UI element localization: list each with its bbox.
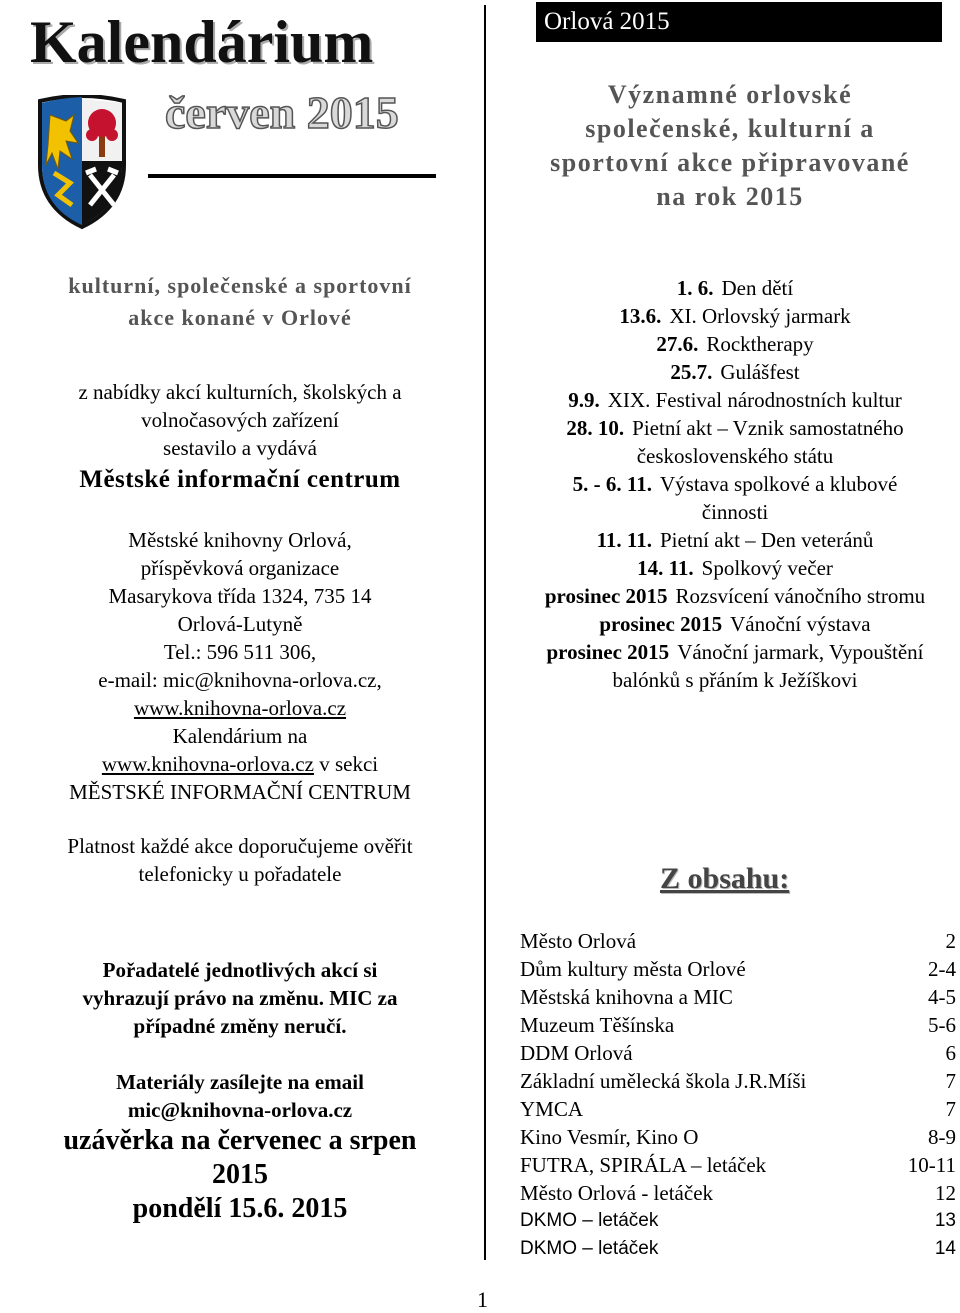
event-date: prosinec 2015 (599, 612, 723, 636)
toc-label: DKMO – letáček (520, 1238, 659, 1259)
uzaverka-line: 2015 (212, 1159, 268, 1190)
materialy-line: mic@knihovna-orlova.cz (127, 1098, 353, 1122)
event-name: XI. Orlovský jarmark (669, 304, 851, 328)
platnost-line: telefonicky u pořadatele (138, 862, 342, 886)
toc-row[interactable] (520, 1067, 956, 1095)
mic-name: Městské informační centrum (79, 466, 401, 493)
materialy-note (20, 1068, 460, 1124)
toc-page: 2 (945, 929, 956, 953)
toc-row[interactable] (520, 1207, 956, 1235)
toc-page: 13 (934, 1210, 956, 1231)
event-name: balónků s přáním k Ježíškovi (612, 668, 858, 692)
intro-line: volnočasových zařízení (141, 408, 339, 432)
toc-page: 7 (945, 1069, 956, 1093)
toc-label: YMCA (520, 1097, 584, 1121)
title-rule (148, 174, 436, 178)
event-row (500, 554, 960, 582)
address-block (20, 526, 460, 806)
address-line: Tel.: 596 511 306, (163, 640, 317, 664)
event-name: Gulášfest (720, 360, 800, 384)
toc-row[interactable] (520, 1011, 956, 1039)
right-heading-line: na rok 2015 (656, 182, 804, 211)
toc-page: 5-6 (928, 1013, 956, 1037)
event-name: Vánoční výstava (730, 612, 871, 636)
website-link[interactable]: www.knihovna-orlova.cz (133, 696, 347, 720)
event-date: prosinec 2015 (546, 640, 670, 664)
event-date: 28. 10. (566, 416, 625, 440)
toc-label: Dům kultury města Orlové (520, 957, 746, 981)
toc-page: 7 (945, 1097, 956, 1121)
event-date: 13.6. (619, 304, 662, 328)
toc-page: 2-4 (928, 957, 956, 981)
toc-label: Městská knihovna a MIC (520, 985, 733, 1009)
event-name: Rocktherapy (706, 332, 814, 356)
event-row (500, 442, 960, 470)
event-name: československého státu (636, 444, 834, 468)
event-row (500, 498, 960, 526)
toc-label: FUTRA, SPIRÁLA – letáček (520, 1153, 767, 1177)
toc-row[interactable] (520, 955, 956, 983)
uzaverka-line: pondělí 15.6. 2015 (132, 1193, 348, 1224)
address-line: e-mail: mic@knihovna-orlova.cz, (98, 668, 382, 692)
event-row (500, 386, 960, 414)
right-heading-line: společenské, kulturní a (585, 114, 875, 143)
event-date: 1. 6. (676, 276, 714, 300)
event-row (500, 470, 960, 498)
toc-row[interactable] (520, 1151, 956, 1179)
toc-row[interactable] (520, 1039, 956, 1067)
left-heading-line: akce konané v Orlové (128, 305, 352, 330)
page-number: 1 (477, 1287, 488, 1312)
intro-line: sestavilo a vydává (163, 436, 317, 460)
toc-page: 10-11 (907, 1153, 956, 1177)
events-list (500, 274, 960, 694)
event-date: 11. 11. (596, 528, 652, 552)
event-row (500, 666, 960, 694)
toc-label: Město Orlová (520, 929, 637, 953)
page-subtitle: červen 2015 (165, 87, 399, 138)
toc-label: Kino Vesmír, Kino O (520, 1125, 699, 1149)
left-heading (20, 270, 460, 334)
table-of-contents (520, 927, 956, 1263)
website-link-2[interactable]: www.knihovna-orlova.cz (101, 752, 314, 776)
right-heading-line: sportovní akce připravované (550, 148, 910, 177)
event-date: 14. 11. (637, 556, 694, 580)
event-row (500, 638, 960, 666)
event-name: Výstava spolkové a klubové (659, 472, 898, 496)
event-date: 25.7. (670, 360, 713, 384)
intro-line: z nabídky akcí kulturních, školských a (78, 380, 402, 404)
toc-label: DKMO – letáček (520, 1210, 659, 1231)
platnost-line: Platnost každé akce doporučujeme ověřit (67, 834, 413, 858)
event-row (500, 274, 960, 302)
section-name: MĚSTSKÉ INFORMAČNÍ CENTRUM (69, 780, 411, 804)
right-heading-line: Významné orlovské (607, 80, 853, 109)
kalendarium-na: Kalendárium na (172, 724, 308, 748)
event-row (500, 330, 960, 358)
event-row (500, 302, 960, 330)
toc-page: 6 (945, 1041, 956, 1065)
page-title: Kalendárium (30, 9, 374, 75)
event-name: Vánoční jarmark, Vypouštění (677, 640, 924, 664)
uzaverka-note (20, 1124, 460, 1226)
poradatele-line: Pořadatelé jednotlivých akcí si (102, 958, 378, 982)
left-heading-line: kulturní, společenské a sportovní (68, 273, 412, 298)
event-date: 27.6. (656, 332, 699, 356)
event-row (500, 414, 960, 442)
v-sekci-text: v sekci (313, 752, 379, 776)
toc-label: Základní umělecká škola J.R.Míši (520, 1069, 807, 1093)
toc-page: 4-5 (928, 985, 956, 1009)
event-row (500, 582, 960, 610)
event-row (500, 526, 960, 554)
toc-row[interactable] (520, 983, 956, 1011)
event-row (500, 358, 960, 386)
address-line: Masarykova třída 1324, 735 14 (108, 584, 372, 608)
poradatele-line: případné změny neručí. (133, 1014, 347, 1038)
event-name: XIX. Festival národnostních kultur (607, 388, 902, 412)
event-date: prosinec 2015 (544, 584, 668, 608)
coat-of-arms-icon (36, 95, 128, 231)
toc-title: Z obsahu: (660, 862, 790, 895)
uzaverka-line: uzávěrka na červenec a srpen (63, 1125, 417, 1156)
address-line: Městské knihovny Orlová, (128, 528, 352, 552)
toc-row[interactable] (520, 1123, 956, 1151)
event-date: 9.9. (568, 388, 600, 412)
event-date: 5. - 6. 11. (572, 472, 652, 496)
header-bar: Orlová 2015 (536, 2, 942, 42)
event-name: Pietní akt – Vznik samostatného (632, 416, 904, 440)
column-divider (484, 5, 486, 1260)
event-name: Rozsvícení vánočního stromu (675, 584, 926, 608)
toc-label: Město Orlová - letáček (520, 1181, 714, 1205)
toc-page: 14 (934, 1238, 956, 1259)
address-line: Orlová-Lutyně (177, 612, 303, 636)
toc-row[interactable] (520, 927, 956, 955)
toc-row[interactable] (520, 1235, 956, 1263)
event-name: Pietní akt – Den veteránů (660, 528, 874, 552)
event-name: Spolkový večer (701, 556, 833, 580)
poradatele-note (20, 956, 460, 1040)
toc-row[interactable] (520, 1095, 956, 1123)
intro-text (20, 378, 460, 462)
poradatele-line: vyhrazují právo na změnu. MIC za (82, 986, 398, 1010)
toc-label: Muzeum Těšínska (520, 1013, 675, 1037)
toc-label: DDM Orlová (520, 1041, 633, 1065)
materialy-line: Materiály zasílejte na email (116, 1070, 364, 1094)
toc-row[interactable] (520, 1179, 956, 1207)
toc-page: 12 (935, 1181, 956, 1205)
address-line: příspěvková organizace (140, 556, 340, 580)
event-name: činnosti (701, 500, 769, 524)
right-heading (505, 78, 955, 214)
event-name: Den dětí (721, 276, 794, 300)
toc-page: 8-9 (928, 1125, 956, 1149)
event-row (500, 610, 960, 638)
platnost-note (20, 832, 460, 888)
